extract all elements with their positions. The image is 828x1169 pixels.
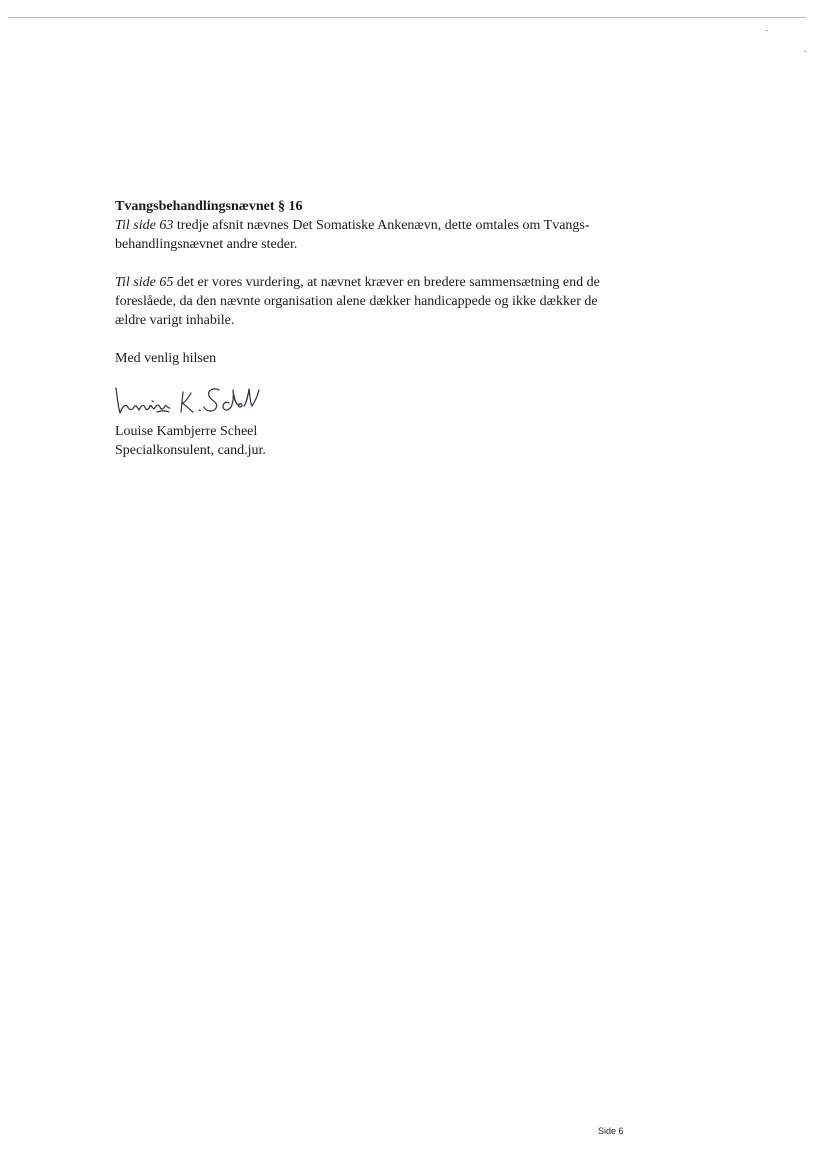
scan-edge-line xyxy=(8,17,806,18)
section-heading: Tvangsbehandlingsnævnet § 16 xyxy=(115,199,303,214)
signer-name: Louise Kambjerre Scheel xyxy=(115,424,258,439)
paragraph-text: behandlingsnævnet andre steder. xyxy=(115,237,298,252)
scan-speck xyxy=(766,30,768,31)
paragraph-text: det er vores vurdering, at nævnet kræver en bredere sammensætning end de xyxy=(173,275,600,290)
page-reference: Til side 65 xyxy=(115,275,174,290)
page-number: Side 6 xyxy=(598,1126,624,1136)
letter-body xyxy=(115,197,635,460)
closing-greeting: Med venlig hilsen xyxy=(115,351,217,366)
paragraph-side-65 xyxy=(115,273,635,330)
scan-speck xyxy=(804,51,806,52)
paragraph-side-63 xyxy=(115,216,635,254)
paragraph-text: ældre varigt inhabile. xyxy=(115,313,235,328)
paragraph-text: tredje afsnit nævnes Det Somatiske Ankenævn, dette omtales om Tvangs- xyxy=(173,218,590,233)
paragraph-text: foreslåede, da den nævnte organisation alene dækker handicappede og ikke dækker de xyxy=(115,294,598,309)
signer-title: Specialkonsulent, cand.jur. xyxy=(115,443,266,458)
page-reference: Til side 63 xyxy=(115,218,174,233)
signature-image xyxy=(113,376,263,416)
